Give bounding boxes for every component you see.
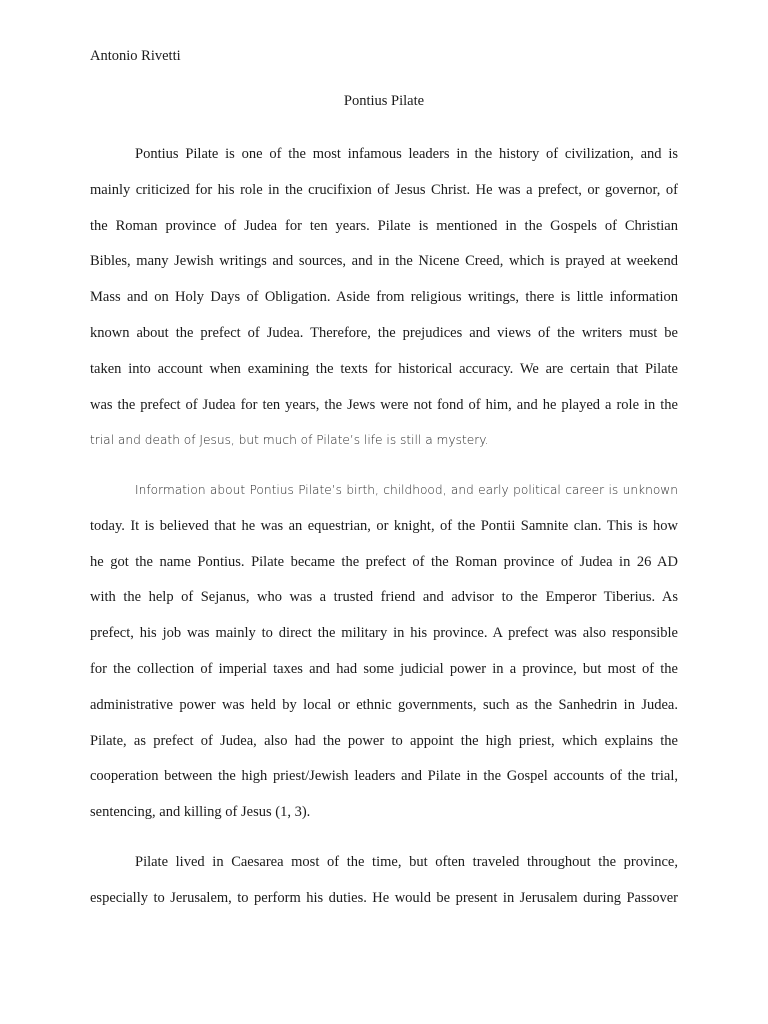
paragraph-1 <box>90 144 678 466</box>
paragraph-line: he got the name Pontius. Pilate became the prefect of the Roman province of Judea in 26 AD <box>90 553 678 570</box>
paragraph-line: Pontius Pilate is one of the most infamous leaders in the history of civilization, and is <box>135 146 678 162</box>
paragraph-line: especially to Jerusalem, to perform his duties. He would be present in Jerusalem during Passover <box>90 889 678 906</box>
paragraph-line: administrative power was held by local or ethnic governments, such as the Sanhedrin in Judea. <box>90 696 678 713</box>
paragraph-line: Pilate, as prefect of Judea, also had the power to appoint the high priest, which explains the <box>90 732 678 749</box>
paragraph-line: Bibles, many Jewish writings and sources, and in the Nicene Creed, which is prayed at weekend <box>90 253 678 270</box>
paragraph-line: was the prefect of Judea for ten years, the Jews were not fond of him, and he played a role in the <box>90 396 678 413</box>
paragraph-line: Mass and on Holy Days of Obligation. Aside from religious writings, there is little information <box>90 289 678 306</box>
paragraph-line: Information about Pontius Pilate’s birth, childhood, and early political career is unknown <box>135 483 678 497</box>
paragraph-line: mainly criticized for his role in the crucifixion of Jesus Christ. He was a prefect, or governor, of <box>90 181 678 198</box>
paragraph-line: with the help of Sejanus, who was a trusted friend and advisor to the Emperor Tiberius. As <box>90 589 678 606</box>
paragraph-line: Pilate lived in Caesarea most of the time, but often traveled throughout the province, <box>135 854 678 870</box>
paragraph-line: prefect, his job was mainly to direct the military in his province. A prefect was also responsible <box>90 625 678 642</box>
paragraph-line: the Roman province of Judea for ten years. Pilate is mentioned in the Gospels of Christian <box>90 217 678 234</box>
paragraph-line: sentencing, and killing of Jesus (1, 3). <box>90 804 311 821</box>
author-name: Antonio Rivetti <box>90 48 181 64</box>
paragraph-line: cooperation between the high priest/Jewish leaders and Pilate in the Gospel accounts of the trial, <box>90 768 678 785</box>
paragraph-line: trial and death of Jesus, but much of Pilate’s life is still a mystery. <box>90 433 489 448</box>
paragraph-line: for the collection of imperial taxes and had some judicial power in a province, but most of the <box>90 660 678 677</box>
paragraph-2 <box>90 480 678 838</box>
paragraph-3 <box>90 852 678 924</box>
document-title: Pontius Pilate <box>343 93 425 109</box>
paragraph-line: known about the prefect of Judea. Therefore, the prejudices and views of the writers must be <box>90 324 678 341</box>
paragraph-line: today. It is believed that he was an equestrian, or knight, of the Pontii Samnite clan. This is how <box>90 517 678 534</box>
paragraph-line: taken into account when examining the texts for historical accuracy. We are certain that Pilate <box>90 360 678 377</box>
